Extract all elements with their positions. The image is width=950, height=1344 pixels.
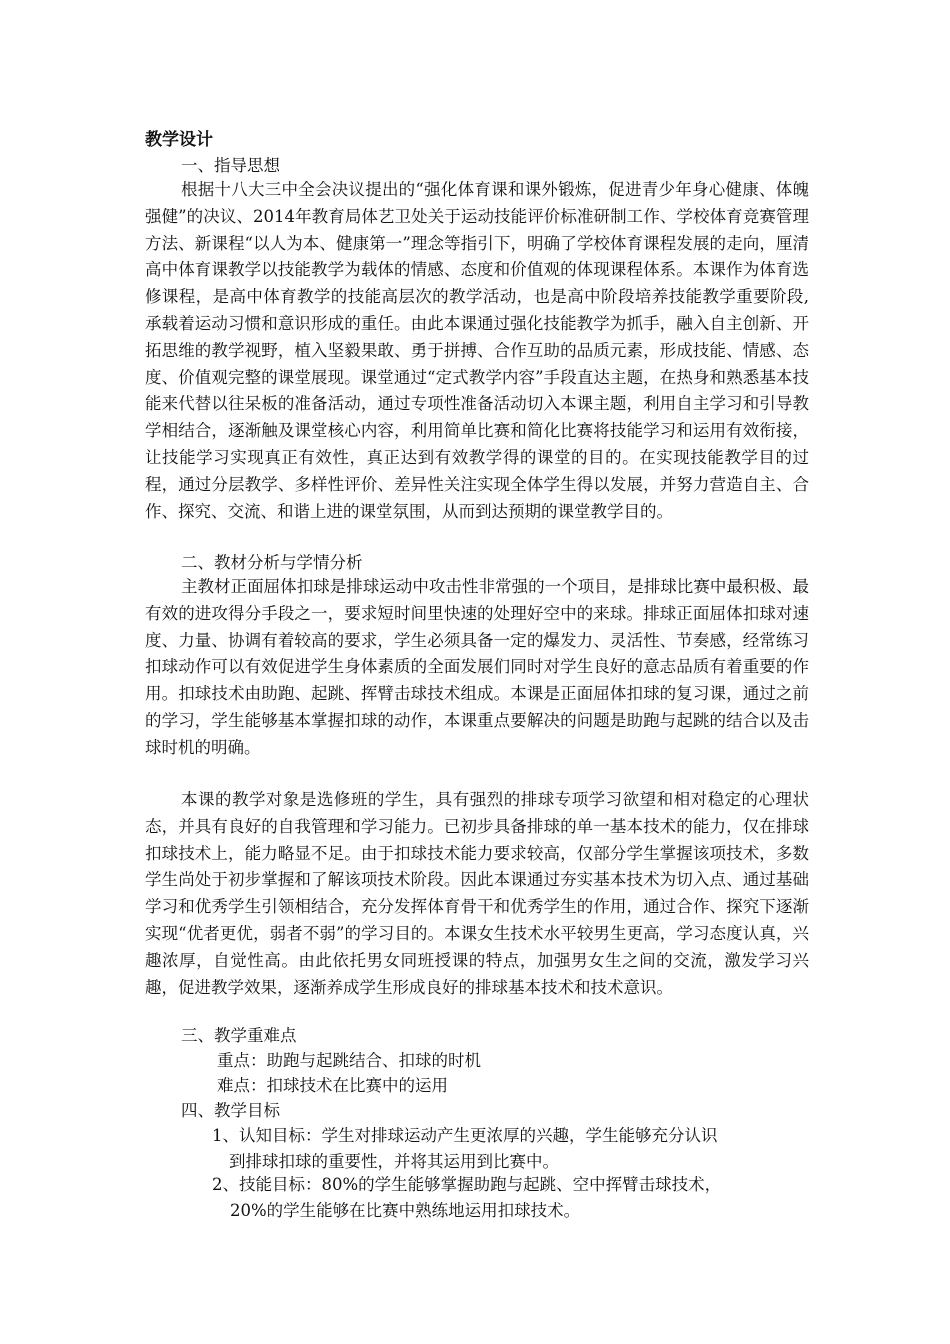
objective-skill bbox=[212, 1172, 802, 1224]
section-heading-objectives: 四、教学目标 bbox=[181, 1101, 280, 1120]
objective-skill-line1: 2、技能目标：80%的学生能够掌握助跑与起跳、空中挥臂击球技术， bbox=[212, 1175, 722, 1194]
objective-cognitive bbox=[212, 1123, 802, 1175]
section-heading-analysis: 二、教材分析与学情分析 bbox=[181, 553, 363, 572]
document-title: 教学设计 bbox=[145, 130, 213, 150]
section-heading-guiding-ideology: 一、指导思想 bbox=[181, 156, 280, 175]
paragraph-student-analysis: 本课的教学对象是选修班的学生，具有强烈的排球专项学习欲望和相对稳定的心理状态，并具有良好的自我管理和学习能力。已初步具备排球的单一基本技术的能力，仅在排球扣球技术上，能力略显不足。由于扣球技术能力要求较高，仅部分学生掌握该项技术，多数学生尚处于初步掌握和了解该项技术阶段。因此本课通过夯实基本技术为切入点、通过基础学习和优秀学生引领相结合，充分发挥体育骨干和优秀学生的作用，通过合作、探究下逐渐实现“优者更优，弱者不弱”的学习目的。本课女生技术水平较男生更高，学习态度认真，兴趣浓厚，自觉性高。由此依托男女同班授课的特点，加强男女生之间的交流，激发学习兴趣，促进教学效果，逐渐养成学生形成良好的排球基本技术和技术意识。 bbox=[145, 790, 809, 997]
section-heading-key-points: 三、教学重难点 bbox=[181, 1026, 297, 1045]
paragraph-material-analysis: 主教材正面屈体扣球是排球运动中攻击性非常强的一个项目，是排球比赛中最积极、最有效的进攻得分手段之一，要求短时间里快速的处理好空中的来球。排球正面屈体扣球对速度、力量、协调有着较高的要求，学生必须具备一定的爆发力、灵活性、节奏感，经常练习扣球动作可以有效促进学生身体素质的全面发展们同时对学生良好的意志品质有着重要的作用。扣球技术由助跑、起跳、挥臂击球技术组成。本课是正面屈体扣球的复习课，通过之前的学习，学生能够基本掌握扣球的动作，本课重点要解决的问题是助跑与起跳的结合以及击球时机的明确。 bbox=[145, 577, 809, 757]
objective-cognitive-line2: 到排球扣球的重要性，并将其运用到比赛中。 bbox=[229, 1152, 559, 1171]
key-point-text: 重点：助跑与起跳结合、扣球的时机 bbox=[217, 1051, 481, 1070]
objective-skill-line2: 20%的学生能够在比赛中熟练地运用扣球技术。 bbox=[230, 1201, 581, 1220]
difficulty-text: 难点：扣球技术在比赛中的运用 bbox=[217, 1076, 448, 1095]
paragraph-guiding-ideology: 根据十八大三中全会决议提出的“强化体育课和课外锻炼，促进青少年身心健康、体魄强健”的决议、2014年教育局体艺卫处关于运动技能评价标准研制工作、学校体育竞赛管理方法、新课程“以人为本、健康第一”理念等指引下，明确了学校体育课程发展的走向，厘清高中体育课教学以技能教学为载体的情感、态度和价值观的体现课程体系。本课作为体育选修课程，是高中体育教学的技能高层次的教学活动，也是高中阶段培养技能教学重要阶段,承载着运动习惯和意识形成的重任。由此本课通过强化技能教学为抓手，融入自主创新、开拓思维的教学视野，植入坚毅果敢、勇于拼搏、合作互助的品质元素，形成技能、情感、态度、价值观完整的课堂展现。课堂通过“定式教学内容”手段直达主题，在热身和熟悉基本技能来代替以往呆板的准备活动，通过专项性准备活动切入本课主题，利用自主学习和引导教学相结合，逐渐触及课堂核心内容，利用简单比赛和简化比赛将技能学习和运用有效衔接，让技能学习实现真正有效性，真正达到有效教学得的课堂的目的。在实现技能教学目的过程，通过分层教学、多样性评价、差异性关注实现全体学生得以发展，并努力营造自主、合作、探究、交流、和谐上进的课堂氛围，从而到达预期的课堂教学目的。 bbox=[145, 180, 809, 521]
objective-cognitive-line1: 1、认知目标：学生对排球运动产生更浓厚的兴趣，学生能够充分认识 bbox=[212, 1126, 718, 1145]
